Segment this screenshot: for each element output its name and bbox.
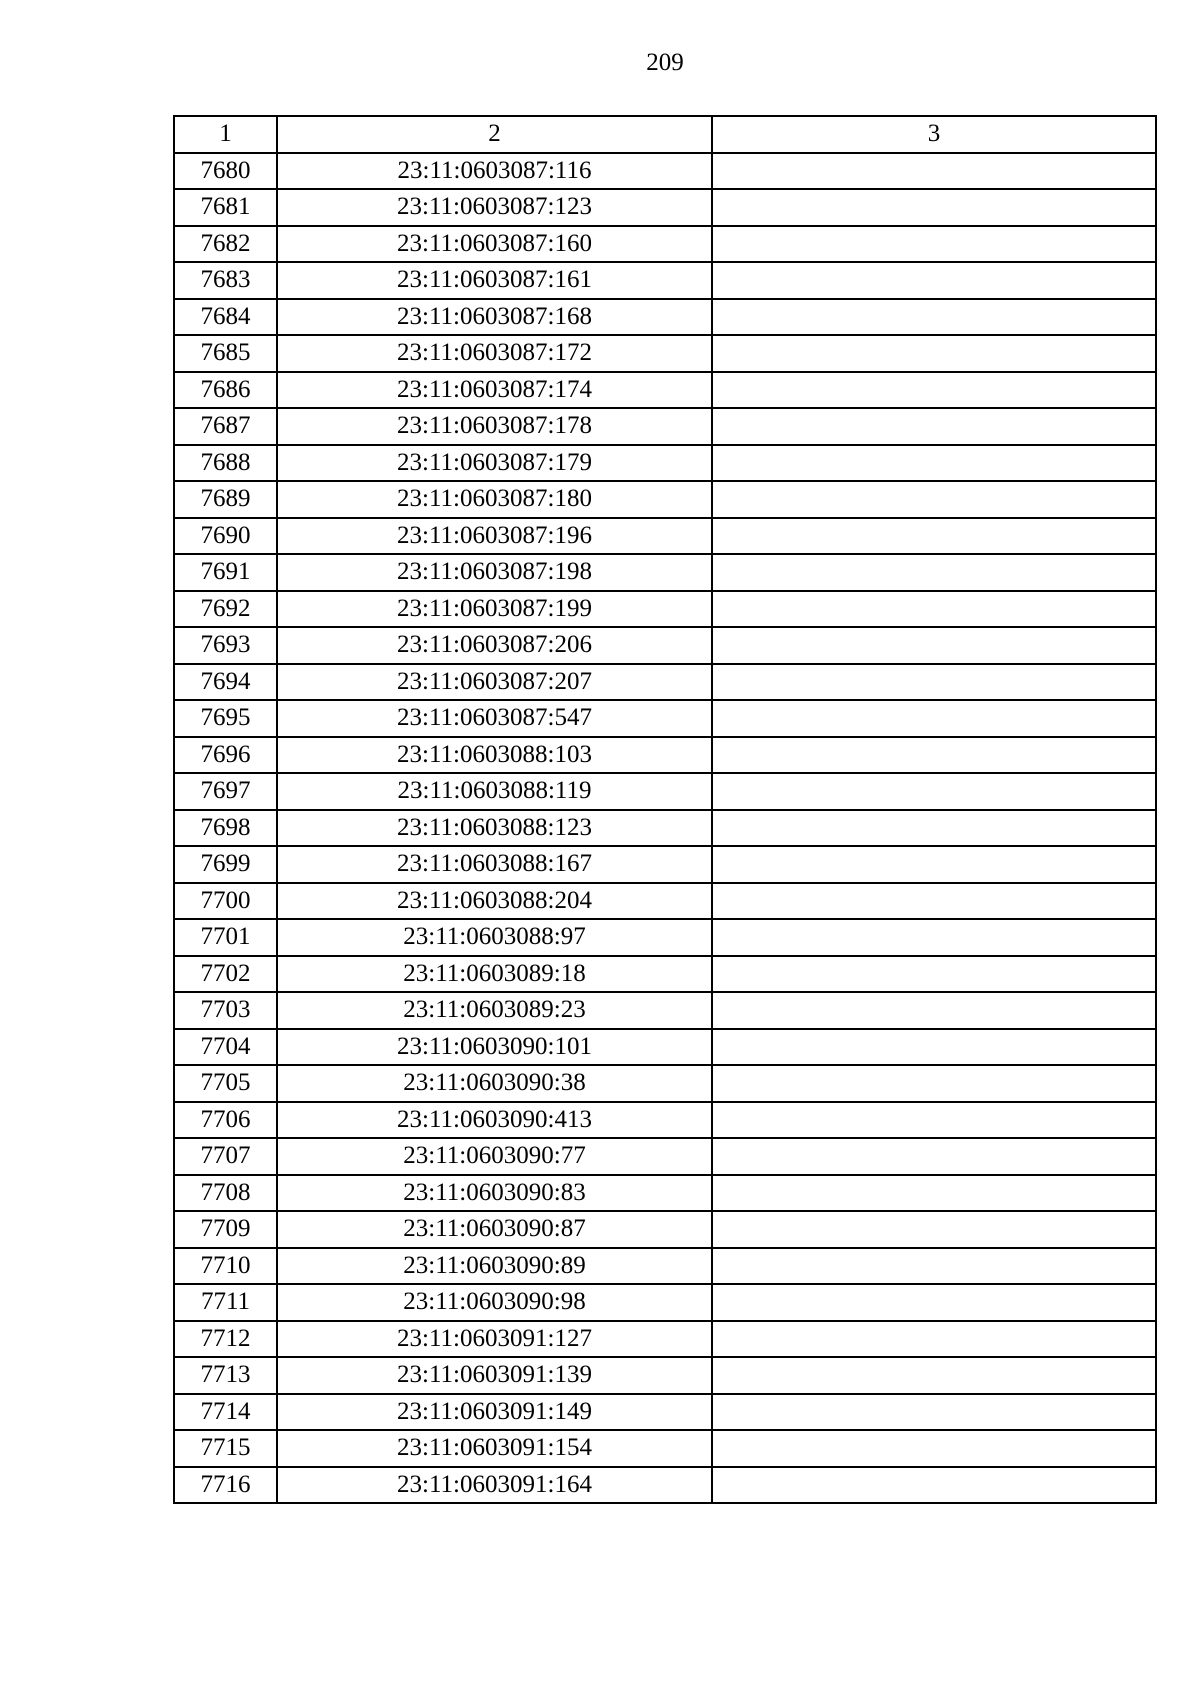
row-number-cell: 7708 bbox=[174, 1175, 277, 1212]
table-row bbox=[174, 919, 1156, 956]
table-row bbox=[174, 1102, 1156, 1139]
table-row bbox=[174, 262, 1156, 299]
table-body bbox=[174, 153, 1156, 1504]
notes-cell bbox=[712, 1065, 1156, 1102]
notes-cell bbox=[712, 554, 1156, 591]
notes-cell bbox=[712, 846, 1156, 883]
notes-cell bbox=[712, 700, 1156, 737]
cadastral-number-cell: 23:11:0603088:167 bbox=[277, 846, 712, 883]
table-row bbox=[174, 1321, 1156, 1358]
table-row bbox=[174, 1138, 1156, 1175]
notes-cell bbox=[712, 1394, 1156, 1431]
cadastral-number-cell: 23:11:0603088:97 bbox=[277, 919, 712, 956]
table-row bbox=[174, 1248, 1156, 1285]
notes-cell bbox=[712, 737, 1156, 774]
table-row bbox=[174, 1467, 1156, 1504]
cadastral-number-cell: 23:11:0603090:413 bbox=[277, 1102, 712, 1139]
notes-cell bbox=[712, 992, 1156, 1029]
row-number-cell: 7703 bbox=[174, 992, 277, 1029]
table-row bbox=[174, 518, 1156, 555]
cadastral-number-cell: 23:11:0603088:119 bbox=[277, 773, 712, 810]
row-number-cell: 7689 bbox=[174, 481, 277, 518]
notes-cell bbox=[712, 1248, 1156, 1285]
notes-cell bbox=[712, 262, 1156, 299]
notes-cell bbox=[712, 1102, 1156, 1139]
notes-cell bbox=[712, 773, 1156, 810]
row-number-cell: 7710 bbox=[174, 1248, 277, 1285]
row-number-cell: 7716 bbox=[174, 1467, 277, 1504]
table-row bbox=[174, 226, 1156, 263]
row-number-cell: 7702 bbox=[174, 956, 277, 993]
notes-cell bbox=[712, 919, 1156, 956]
notes-cell bbox=[712, 1138, 1156, 1175]
cadastral-number-cell: 23:11:0603089:23 bbox=[277, 992, 712, 1029]
notes-cell bbox=[712, 335, 1156, 372]
cadastral-number-cell: 23:11:0603089:18 bbox=[277, 956, 712, 993]
row-number-cell: 7697 bbox=[174, 773, 277, 810]
cadastral-number-cell: 23:11:0603087:160 bbox=[277, 226, 712, 263]
notes-cell bbox=[712, 189, 1156, 226]
cadastral-number-cell: 23:11:0603090:38 bbox=[277, 1065, 712, 1102]
row-number-cell: 7707 bbox=[174, 1138, 277, 1175]
row-number-cell: 7706 bbox=[174, 1102, 277, 1139]
row-number-cell: 7714 bbox=[174, 1394, 277, 1431]
table-row bbox=[174, 883, 1156, 920]
table-row bbox=[174, 1357, 1156, 1394]
row-number-cell: 7701 bbox=[174, 919, 277, 956]
cadastral-number-cell: 23:11:0603090:83 bbox=[277, 1175, 712, 1212]
notes-cell bbox=[712, 408, 1156, 445]
cadastral-number-cell: 23:11:0603088:204 bbox=[277, 883, 712, 920]
column-header-1: 1 bbox=[174, 116, 277, 153]
notes-cell bbox=[712, 372, 1156, 409]
row-number-cell: 7709 bbox=[174, 1211, 277, 1248]
notes-cell bbox=[712, 299, 1156, 336]
table-row bbox=[174, 627, 1156, 664]
notes-cell bbox=[712, 664, 1156, 701]
table-row bbox=[174, 846, 1156, 883]
cadastral-number-cell: 23:11:0603091:154 bbox=[277, 1430, 712, 1467]
notes-cell bbox=[712, 1467, 1156, 1504]
row-number-cell: 7694 bbox=[174, 664, 277, 701]
table-row bbox=[174, 700, 1156, 737]
cadastral-number-cell: 23:11:0603087:161 bbox=[277, 262, 712, 299]
notes-cell bbox=[712, 481, 1156, 518]
cadastral-number-cell: 23:11:0603090:98 bbox=[277, 1284, 712, 1321]
table-row bbox=[174, 1430, 1156, 1467]
row-number-cell: 7682 bbox=[174, 226, 277, 263]
notes-cell bbox=[712, 1211, 1156, 1248]
table-row bbox=[174, 1029, 1156, 1066]
cadastral-number-cell: 23:11:0603087:547 bbox=[277, 700, 712, 737]
table-row bbox=[174, 1394, 1156, 1431]
row-number-cell: 7713 bbox=[174, 1357, 277, 1394]
row-number-cell: 7695 bbox=[174, 700, 277, 737]
cadastral-number-cell: 23:11:0603087:196 bbox=[277, 518, 712, 555]
row-number-cell: 7696 bbox=[174, 737, 277, 774]
notes-cell bbox=[712, 591, 1156, 628]
table-row bbox=[174, 773, 1156, 810]
table-row bbox=[174, 189, 1156, 226]
notes-cell bbox=[712, 883, 1156, 920]
cadastral-number-cell: 23:11:0603087:116 bbox=[277, 153, 712, 190]
cadastral-number-cell: 23:11:0603087:172 bbox=[277, 335, 712, 372]
row-number-cell: 7705 bbox=[174, 1065, 277, 1102]
notes-cell bbox=[712, 956, 1156, 993]
table-header bbox=[174, 116, 1156, 153]
row-number-cell: 7680 bbox=[174, 153, 277, 190]
row-number-cell: 7686 bbox=[174, 372, 277, 409]
cadastral-number-cell: 23:11:0603087:180 bbox=[277, 481, 712, 518]
row-number-cell: 7712 bbox=[174, 1321, 277, 1358]
table-row bbox=[174, 554, 1156, 591]
row-number-cell: 7690 bbox=[174, 518, 277, 555]
cadastral-number-cell: 23:11:0603087:178 bbox=[277, 408, 712, 445]
notes-cell bbox=[712, 1357, 1156, 1394]
row-number-cell: 7700 bbox=[174, 883, 277, 920]
cadastral-number-cell: 23:11:0603087:179 bbox=[277, 445, 712, 482]
row-number-cell: 7715 bbox=[174, 1430, 277, 1467]
row-number-cell: 7688 bbox=[174, 445, 277, 482]
row-number-cell: 7711 bbox=[174, 1284, 277, 1321]
notes-cell bbox=[712, 1430, 1156, 1467]
cadastral-number-cell: 23:11:0603087:199 bbox=[277, 591, 712, 628]
notes-cell bbox=[712, 1029, 1156, 1066]
cadastral-number-cell: 23:11:0603091:127 bbox=[277, 1321, 712, 1358]
cadastral-number-cell: 23:11:0603091:149 bbox=[277, 1394, 712, 1431]
table-row bbox=[174, 1284, 1156, 1321]
cadastral-number-cell: 23:11:0603087:123 bbox=[277, 189, 712, 226]
table-row bbox=[174, 299, 1156, 336]
row-number-cell: 7692 bbox=[174, 591, 277, 628]
cadastral-number-cell: 23:11:0603091:139 bbox=[277, 1357, 712, 1394]
row-number-cell: 7704 bbox=[174, 1029, 277, 1066]
row-number-cell: 7681 bbox=[174, 189, 277, 226]
row-number-cell: 7693 bbox=[174, 627, 277, 664]
notes-cell bbox=[712, 226, 1156, 263]
table-row bbox=[174, 372, 1156, 409]
table-row bbox=[174, 1175, 1156, 1212]
cadastral-number-cell: 23:11:0603090:87 bbox=[277, 1211, 712, 1248]
cadastral-number-cell: 23:11:0603087:198 bbox=[277, 554, 712, 591]
table-row bbox=[174, 956, 1156, 993]
table-row bbox=[174, 1211, 1156, 1248]
table-row bbox=[174, 153, 1156, 190]
notes-cell bbox=[712, 518, 1156, 555]
table-row bbox=[174, 481, 1156, 518]
table-row bbox=[174, 810, 1156, 847]
cadastral-number-cell: 23:11:0603087:206 bbox=[277, 627, 712, 664]
cadastral-number-cell: 23:11:0603090:101 bbox=[277, 1029, 712, 1066]
cadastral-number-cell: 23:11:0603091:164 bbox=[277, 1467, 712, 1504]
notes-cell bbox=[712, 627, 1156, 664]
table-row bbox=[174, 737, 1156, 774]
notes-cell bbox=[712, 445, 1156, 482]
table-row bbox=[174, 445, 1156, 482]
cadastral-number-cell: 23:11:0603087:174 bbox=[277, 372, 712, 409]
cadastral-number-cell: 23:11:0603087:207 bbox=[277, 664, 712, 701]
row-number-cell: 7683 bbox=[174, 262, 277, 299]
cadastral-number-cell: 23:11:0603090:77 bbox=[277, 1138, 712, 1175]
cadastral-number-cell: 23:11:0603088:103 bbox=[277, 737, 712, 774]
row-number-cell: 7684 bbox=[174, 299, 277, 336]
column-header-2: 2 bbox=[277, 116, 712, 153]
row-number-cell: 7691 bbox=[174, 554, 277, 591]
row-number-cell: 7685 bbox=[174, 335, 277, 372]
cadastral-number-cell: 23:11:0603088:123 bbox=[277, 810, 712, 847]
page-number: 209 bbox=[646, 49, 684, 76]
table-header-row bbox=[174, 116, 1156, 153]
notes-cell bbox=[712, 1284, 1156, 1321]
notes-cell bbox=[712, 810, 1156, 847]
table-row bbox=[174, 664, 1156, 701]
notes-cell bbox=[712, 153, 1156, 190]
cadastral-number-cell: 23:11:0603090:89 bbox=[277, 1248, 712, 1285]
row-number-cell: 7687 bbox=[174, 408, 277, 445]
cadastral-number-cell: 23:11:0603087:168 bbox=[277, 299, 712, 336]
data-table bbox=[173, 115, 1157, 1504]
row-number-cell: 7698 bbox=[174, 810, 277, 847]
table-row bbox=[174, 335, 1156, 372]
table-row bbox=[174, 1065, 1156, 1102]
table-row bbox=[174, 408, 1156, 445]
table-row bbox=[174, 992, 1156, 1029]
column-header-3: 3 bbox=[712, 116, 1156, 153]
notes-cell bbox=[712, 1175, 1156, 1212]
row-number-cell: 7699 bbox=[174, 846, 277, 883]
notes-cell bbox=[712, 1321, 1156, 1358]
table-row bbox=[174, 591, 1156, 628]
